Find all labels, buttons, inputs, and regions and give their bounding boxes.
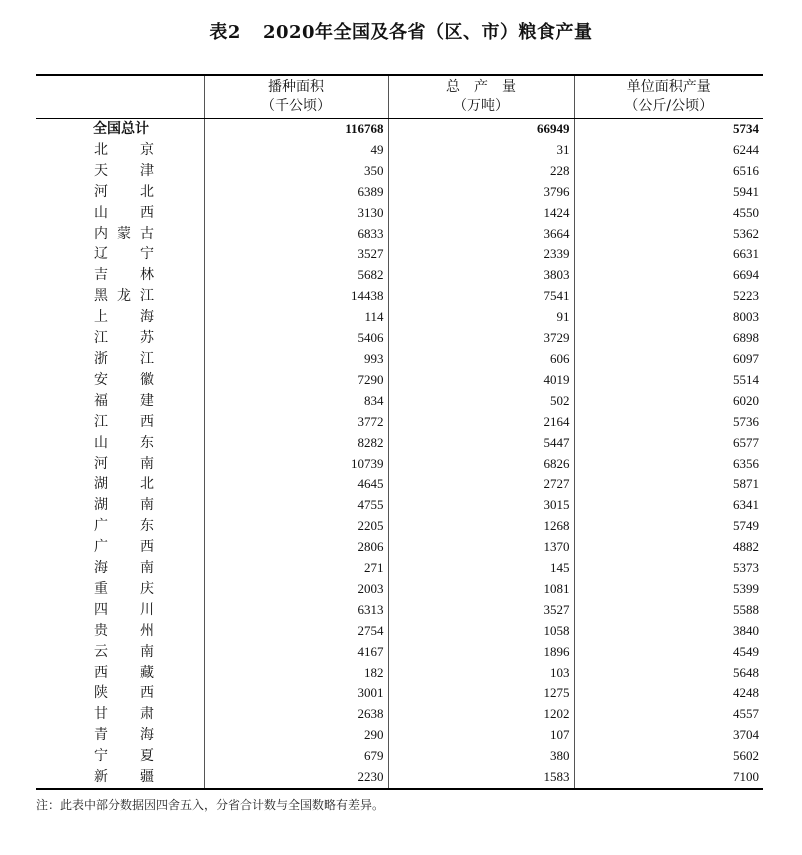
region-name: 辽宁	[94, 246, 154, 263]
row-region	[36, 767, 204, 789]
table-row	[36, 579, 763, 600]
row-region	[36, 495, 204, 516]
header-area-name: 播种面积	[268, 79, 324, 95]
row-region	[36, 746, 204, 767]
row-yield: 6516	[574, 161, 763, 182]
header-row	[36, 75, 763, 119]
table-row	[36, 746, 763, 767]
table-number: 表2	[209, 22, 241, 43]
row-region	[36, 558, 204, 579]
row-area: 5406	[204, 328, 388, 349]
row-yield: 3840	[574, 621, 763, 642]
region-name: 四川	[94, 601, 154, 618]
row-area: 2638	[204, 704, 388, 725]
row-area: 3001	[204, 683, 388, 704]
row-output: 103	[388, 663, 574, 684]
table-row	[36, 328, 763, 349]
region-name: 山西	[94, 204, 154, 221]
table-row	[36, 370, 763, 391]
row-area: 5682	[204, 265, 388, 286]
row-yield: 5223	[574, 286, 763, 307]
row-area: 2754	[204, 621, 388, 642]
table-row	[36, 516, 763, 537]
region-name: 宁夏	[94, 748, 154, 765]
region-name: 湖北	[94, 476, 154, 493]
row-output: 3664	[388, 224, 574, 245]
row-output: 1202	[388, 704, 574, 725]
row-area: 49	[204, 140, 388, 161]
row-region	[36, 474, 204, 495]
region-name: 河北	[94, 183, 154, 200]
row-yield: 8003	[574, 307, 763, 328]
row-area: 290	[204, 725, 388, 746]
header-output-unit: （万吨）	[453, 98, 509, 114]
region-name: 吉林	[94, 267, 154, 284]
row-yield: 5648	[574, 663, 763, 684]
row-output: 3803	[388, 265, 574, 286]
table-row	[36, 182, 763, 203]
row-output: 2164	[388, 412, 574, 433]
table-row	[36, 558, 763, 579]
table-row	[36, 307, 763, 328]
header-yield	[574, 75, 763, 119]
row-area: 6389	[204, 182, 388, 203]
region-name: 江西	[94, 413, 154, 430]
row-yield: 6631	[574, 244, 763, 265]
region-name: 浙江	[94, 350, 154, 367]
header-area	[204, 75, 388, 119]
table-title-text: 2020年全国及各省（区、市）粮食产量	[262, 22, 593, 43]
row-region	[36, 307, 204, 328]
row-yield: 6244	[574, 140, 763, 161]
table-row	[36, 244, 763, 265]
row-yield: 4248	[574, 683, 763, 704]
table-row	[36, 412, 763, 433]
row-yield: 4882	[574, 537, 763, 558]
row-region	[36, 433, 204, 454]
grain-output-table	[36, 74, 763, 790]
row-output: 1268	[388, 516, 574, 537]
region-name: 上海	[94, 309, 154, 326]
row-yield: 3704	[574, 725, 763, 746]
total-region: 全国总计	[93, 121, 149, 137]
row-yield: 5736	[574, 412, 763, 433]
row-area: 2806	[204, 537, 388, 558]
table-title	[0, 18, 802, 44]
region-name: 重庆	[94, 580, 154, 597]
table-row	[36, 224, 763, 245]
row-output: 107	[388, 725, 574, 746]
region-name: 河南	[94, 455, 154, 472]
region-name: 北京	[94, 141, 154, 158]
table-row	[36, 140, 763, 161]
row-yield: 5362	[574, 224, 763, 245]
header-yield-name: 单位面积产量	[626, 79, 711, 95]
region-name: 陕西	[94, 685, 154, 702]
region-name: 广东	[94, 518, 154, 535]
row-area: 4755	[204, 495, 388, 516]
region-name: 安徽	[94, 371, 154, 388]
header-region	[36, 75, 204, 119]
row-output: 606	[388, 349, 574, 370]
row-yield: 5602	[574, 746, 763, 767]
row-region	[36, 349, 204, 370]
region-name: 云南	[94, 643, 154, 660]
row-region	[36, 391, 204, 412]
row-yield: 6898	[574, 328, 763, 349]
row-region	[36, 328, 204, 349]
row-area: 2230	[204, 767, 388, 789]
row-region	[36, 412, 204, 433]
table-row	[36, 683, 763, 704]
row-area: 6313	[204, 600, 388, 621]
row-region	[36, 265, 204, 286]
row-output: 1370	[388, 537, 574, 558]
row-output: 3796	[388, 182, 574, 203]
region-name: 湖南	[94, 497, 154, 514]
table-row	[36, 203, 763, 224]
row-region	[36, 537, 204, 558]
row-output: 31	[388, 140, 574, 161]
row-output: 145	[388, 558, 574, 579]
row-yield: 7100	[574, 767, 763, 789]
row-region	[36, 725, 204, 746]
row-yield: 6020	[574, 391, 763, 412]
row-yield: 4550	[574, 203, 763, 224]
row-output: 1081	[388, 579, 574, 600]
row-area: 14438	[204, 286, 388, 307]
row-output: 1058	[388, 621, 574, 642]
row-output: 1275	[388, 683, 574, 704]
row-area: 679	[204, 746, 388, 767]
row-yield: 4549	[574, 642, 763, 663]
table-row	[36, 433, 763, 454]
row-region	[36, 161, 204, 182]
header-output-name: 总 产 量	[446, 79, 516, 95]
row-region	[36, 370, 204, 391]
table-row	[36, 454, 763, 475]
table-row	[36, 161, 763, 182]
total-area: 116768	[204, 119, 388, 140]
region-name: 天津	[94, 162, 154, 179]
total-row	[36, 119, 763, 140]
row-output: 3527	[388, 600, 574, 621]
row-yield: 6694	[574, 265, 763, 286]
row-region	[36, 683, 204, 704]
row-output: 228	[388, 161, 574, 182]
table-row	[36, 642, 763, 663]
table-row	[36, 391, 763, 412]
row-area: 350	[204, 161, 388, 182]
row-region	[36, 642, 204, 663]
header-area-unit: （千公顷）	[261, 98, 331, 114]
row-area: 7290	[204, 370, 388, 391]
row-output: 3729	[388, 328, 574, 349]
table-row	[36, 725, 763, 746]
total-output: 66949	[388, 119, 574, 140]
row-area: 4645	[204, 474, 388, 495]
region-name: 广西	[94, 539, 154, 556]
row-area: 6833	[204, 224, 388, 245]
row-output: 91	[388, 307, 574, 328]
total-yield: 5734	[574, 119, 763, 140]
table-row	[36, 474, 763, 495]
region-name: 江苏	[94, 330, 154, 347]
row-area: 114	[204, 307, 388, 328]
row-yield: 5749	[574, 516, 763, 537]
row-output: 2339	[388, 244, 574, 265]
region-name: 福建	[94, 392, 154, 409]
row-area: 834	[204, 391, 388, 412]
row-area: 3772	[204, 412, 388, 433]
row-region	[36, 600, 204, 621]
row-area: 182	[204, 663, 388, 684]
row-area: 3130	[204, 203, 388, 224]
row-output: 380	[388, 746, 574, 767]
footnote: 注：此表中部分数据因四舍五入，分省合计数与全国数略有差异。	[36, 798, 385, 812]
row-area: 4167	[204, 642, 388, 663]
row-region	[36, 182, 204, 203]
region-name: 甘肃	[94, 706, 154, 723]
row-output: 6826	[388, 454, 574, 475]
region-name: 青海	[94, 727, 154, 744]
row-region	[36, 244, 204, 265]
row-output: 1896	[388, 642, 574, 663]
table-row	[36, 537, 763, 558]
row-output: 1583	[388, 767, 574, 789]
region-name: 海南	[94, 560, 154, 577]
row-area: 8282	[204, 433, 388, 454]
region-name: 黑龙江	[94, 288, 154, 305]
row-area: 2205	[204, 516, 388, 537]
table-row	[36, 349, 763, 370]
header-yield-unit: （公斤/公顷）	[624, 98, 714, 114]
table-row	[36, 286, 763, 307]
row-region	[36, 203, 204, 224]
row-yield: 6356	[574, 454, 763, 475]
row-area: 10739	[204, 454, 388, 475]
row-output: 1424	[388, 203, 574, 224]
row-yield: 5373	[574, 558, 763, 579]
row-region	[36, 286, 204, 307]
row-region	[36, 621, 204, 642]
row-output: 4019	[388, 370, 574, 391]
region-name: 内蒙古	[94, 225, 154, 242]
row-output: 3015	[388, 495, 574, 516]
row-output: 7541	[388, 286, 574, 307]
row-yield: 6097	[574, 349, 763, 370]
row-yield: 4557	[574, 704, 763, 725]
row-region	[36, 663, 204, 684]
row-output: 502	[388, 391, 574, 412]
row-region	[36, 516, 204, 537]
row-area: 271	[204, 558, 388, 579]
row-area: 3527	[204, 244, 388, 265]
table-row	[36, 495, 763, 516]
row-area: 993	[204, 349, 388, 370]
row-region	[36, 704, 204, 725]
table-row	[36, 600, 763, 621]
region-name: 山东	[94, 434, 154, 451]
row-yield: 5871	[574, 474, 763, 495]
row-region	[36, 140, 204, 161]
table-row	[36, 265, 763, 286]
row-region	[36, 579, 204, 600]
region-name: 新疆	[94, 769, 154, 786]
table-row	[36, 621, 763, 642]
table-row	[36, 767, 763, 789]
region-name: 西藏	[94, 664, 154, 681]
region-name: 贵州	[94, 622, 154, 639]
row-yield: 6577	[574, 433, 763, 454]
table-row	[36, 704, 763, 725]
row-yield: 5588	[574, 600, 763, 621]
row-output: 5447	[388, 433, 574, 454]
row-area: 2003	[204, 579, 388, 600]
header-output	[388, 75, 574, 119]
row-yield: 5399	[574, 579, 763, 600]
row-yield: 6341	[574, 495, 763, 516]
row-yield: 5941	[574, 182, 763, 203]
row-region	[36, 454, 204, 475]
row-region	[36, 224, 204, 245]
table-row	[36, 663, 763, 684]
row-yield: 5514	[574, 370, 763, 391]
row-output: 2727	[388, 474, 574, 495]
